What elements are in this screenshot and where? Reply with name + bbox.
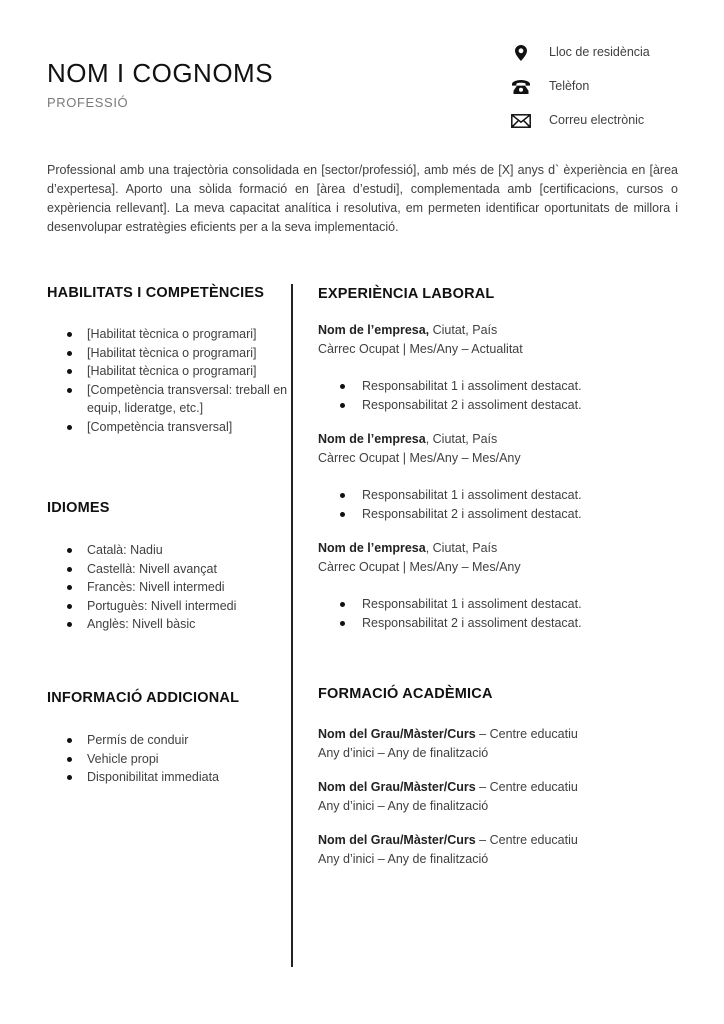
skill-item: [Habilitat tècnica o programari] bbox=[63, 344, 288, 363]
language-item: Castellà: Nivell avançat bbox=[63, 560, 288, 579]
column-divider bbox=[291, 284, 293, 967]
education-degree: Nom del Grau/Màster/Curs bbox=[318, 833, 476, 847]
education-entry bbox=[318, 778, 698, 816]
job-company-line bbox=[318, 321, 698, 340]
job-company-line bbox=[318, 539, 698, 558]
job-company: Nom de l’empresa bbox=[318, 432, 426, 446]
language-item: Català: Nadiu bbox=[63, 541, 288, 560]
education-center: – Centre educatiu bbox=[475, 727, 578, 741]
education-years: Any d’inici – Any de finalització bbox=[318, 799, 489, 813]
job-company-line bbox=[318, 430, 698, 449]
education-degree: Nom del Grau/Màster/Curs bbox=[318, 727, 476, 741]
education-title: FORMACIÓ ACADÈMICA bbox=[318, 686, 493, 702]
job-entry bbox=[318, 539, 698, 632]
candidate-name: NOM I COGNOMS bbox=[47, 58, 274, 88]
languages-title: IDIOMES bbox=[47, 500, 110, 516]
responsibility-item: Responsabilitat 2 i assoliment destacat. bbox=[318, 396, 698, 415]
skills-list bbox=[63, 325, 288, 436]
additional-info-title: INFORMACIÓ ADDICIONAL bbox=[47, 690, 240, 706]
education-center: – Centre educatiu bbox=[475, 780, 578, 794]
education-entry bbox=[318, 725, 698, 763]
profile-summary: Professional amb una trajectòria consolidada en [sector/professió], amb més de [X] anys d` èxperiència en [àrea d’expertesa]. Aporto una sòlida formació en [àrea d’estudi], complementada amb [certificacions, cursos o expèriencia rellevant]. La meva capacitat analítica i resolutiva, em permeten identificar oportunitats de millora i desenvolupar estratègies eficients per a la seva implementació. bbox=[47, 163, 678, 234]
responsibility-item: Responsabilitat 1 i assoliment destacat. bbox=[318, 595, 698, 614]
contact-email-text: Correu electrònic bbox=[549, 113, 645, 127]
profession-subtitle: PROFESSIÓ bbox=[47, 95, 129, 110]
location-pin-icon bbox=[510, 44, 532, 62]
job-entry bbox=[318, 430, 698, 523]
language-item: Anglès: Nivell bàsic bbox=[63, 615, 288, 634]
additional-info-item: Vehicle propi bbox=[63, 750, 288, 769]
job-location: Ciutat, País bbox=[429, 323, 498, 337]
job-responsibilities bbox=[318, 595, 698, 632]
additional-info-list bbox=[63, 731, 288, 787]
responsibility-item: Responsabilitat 1 i assoliment destacat. bbox=[318, 486, 698, 505]
job-role: Càrrec Ocupat | Mes/Any – Mes/Any bbox=[318, 450, 521, 465]
additional-info-item: Disponibilitat immediata bbox=[63, 768, 288, 787]
education-entry bbox=[318, 831, 698, 869]
job-location: , Ciutat, País bbox=[425, 432, 498, 446]
responsibility-item: Responsabilitat 2 i assoliment destacat. bbox=[318, 614, 698, 633]
skill-item: [Habilitat tècnica o programari] bbox=[63, 325, 288, 344]
skill-item: [Competència transversal] bbox=[63, 418, 288, 437]
contact-residence bbox=[510, 44, 710, 78]
skill-item: [Competència transversal: treball en equip, lideratge, etc.] bbox=[63, 381, 288, 418]
telephone-icon bbox=[510, 78, 532, 96]
contact-phone-text: Telèfon bbox=[549, 79, 590, 93]
education-degree-line bbox=[318, 725, 698, 744]
education-years: Any d’inici – Any de finalització bbox=[318, 852, 489, 866]
job-role: Càrrec Ocupat | Mes/Any – Actualitat bbox=[318, 341, 523, 356]
job-responsibilities bbox=[318, 377, 698, 414]
language-item: Francès: Nivell intermedi bbox=[63, 578, 288, 597]
education-degree-line bbox=[318, 831, 698, 850]
job-entry bbox=[318, 321, 698, 414]
education-center: – Centre educatiu bbox=[475, 833, 578, 847]
envelope-icon bbox=[510, 112, 532, 130]
skills-title: HABILITATS I COMPETÈNCIES bbox=[47, 285, 265, 301]
education-degree-line bbox=[318, 778, 698, 797]
job-location: , Ciutat, País bbox=[425, 541, 498, 555]
job-responsibilities bbox=[318, 486, 698, 523]
education-degree: Nom del Grau/Màster/Curs bbox=[318, 780, 476, 794]
job-role: Càrrec Ocupat | Mes/Any – Mes/Any bbox=[318, 559, 521, 574]
education-years: Any d’inici – Any de finalització bbox=[318, 746, 489, 760]
contact-email bbox=[510, 112, 710, 146]
languages-list bbox=[63, 541, 288, 634]
job-company: Nom de l’empresa bbox=[318, 541, 426, 555]
contact-block bbox=[510, 44, 710, 146]
additional-info-item: Permís de conduir bbox=[63, 731, 288, 750]
contact-residence-text: Lloc de residència bbox=[549, 45, 650, 59]
job-company: Nom de l’empresa, bbox=[318, 323, 430, 337]
responsibility-item: Responsabilitat 1 i assoliment destacat. bbox=[318, 377, 698, 396]
experience-title: EXPERIÈNCIA LABORAL bbox=[318, 286, 495, 302]
skill-item: [Habilitat tècnica o programari] bbox=[63, 362, 288, 381]
responsibility-item: Responsabilitat 2 i assoliment destacat. bbox=[318, 505, 698, 524]
language-item: Portuguès: Nivell intermedi bbox=[63, 597, 288, 616]
contact-phone bbox=[510, 78, 710, 112]
